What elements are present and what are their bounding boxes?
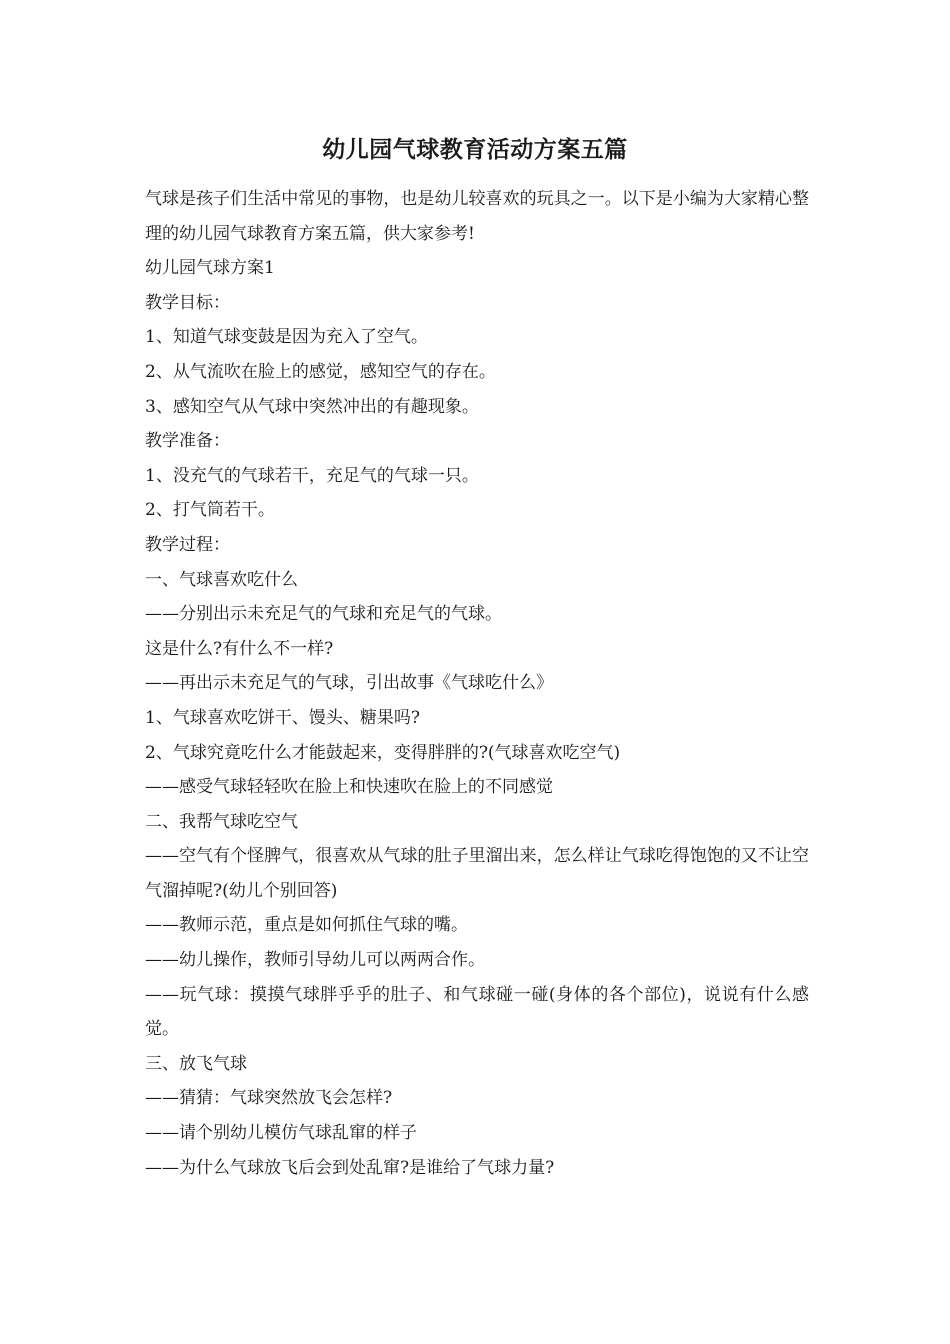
process-line: ——为什么气球放飞后会到处乱窜?是谁给了气球力量? [145, 1157, 555, 1178]
section-heading-process: 教学过程： [145, 534, 230, 555]
process-line: ——玩气球：摸摸气球胖乎乎的肚子、和气球碰一碰(身体的各个部位)，说说有什么感觉。 [145, 984, 809, 1040]
process-step-heading: 二、我帮气球吃空气 [145, 811, 298, 832]
process-line: ——教师示范，重点是如何抓住气球的嘴。 [145, 915, 468, 936]
process-line: ——分别出示未充足气的气球和充足气的气球。 [145, 604, 502, 625]
preparation-item: 2、打气筒若干。 [145, 500, 275, 521]
intro-paragraph: 气球是孩子们生活中常见的事物，也是幼儿较喜欢的玩具之一。以下是小编为大家精心整理的幼儿园气球教育方案五篇，供大家参考! [145, 189, 809, 244]
goal-item: 3、感知空气从气球中突然冲出的有趣现象。 [145, 396, 479, 417]
process-step-heading: 三、放飞气球 [145, 1053, 247, 1074]
goal-item: 2、从气流吹在脸上的感觉，感知空气的存在。 [145, 361, 496, 382]
document-title: 幼儿园气球教育活动方案五篇 [322, 136, 628, 163]
preparation-item: 1、没充气的气球若干，充足气的气球一只。 [145, 465, 479, 486]
process-line: ——幼儿操作，教师引导幼儿可以两两合作。 [145, 950, 485, 971]
process-line: 1、气球喜欢吃饼干、馒头、糖果吗? [145, 707, 420, 728]
process-line: 这是什么?有什么不一样? [145, 638, 334, 659]
process-step-heading: 一、气球喜欢吃什么 [145, 569, 298, 590]
process-line: ——请个别幼儿模仿气球乱窜的样子 [145, 1123, 417, 1144]
process-line: 2、气球究竟吃什么才能鼓起来，变得胖胖的?(气球喜欢吃空气) [145, 742, 621, 763]
process-line: ——空气有个怪脾气，很喜欢从气球的肚子里溜出来，怎么样让气球吃得饱饱的又不让空气溜掉呢?(幼儿个别回答) [145, 846, 809, 901]
plan-heading: 幼儿园气球方案1 [145, 258, 275, 279]
document-body [145, 182, 809, 1185]
process-line: ——再出示未充足气的气球，引出故事《气球吃什么》 [145, 673, 553, 694]
process-line: ——猜猜：气球突然放飞会怎样? [145, 1088, 393, 1109]
section-heading-goals: 教学目标： [145, 292, 230, 313]
goal-item: 1、知道气球变鼓是因为充入了空气。 [145, 327, 428, 348]
process-line: ——感受气球轻轻吹在脸上和快速吹在脸上的不同感觉 [145, 777, 553, 798]
section-heading-preparation: 教学准备： [145, 431, 230, 452]
